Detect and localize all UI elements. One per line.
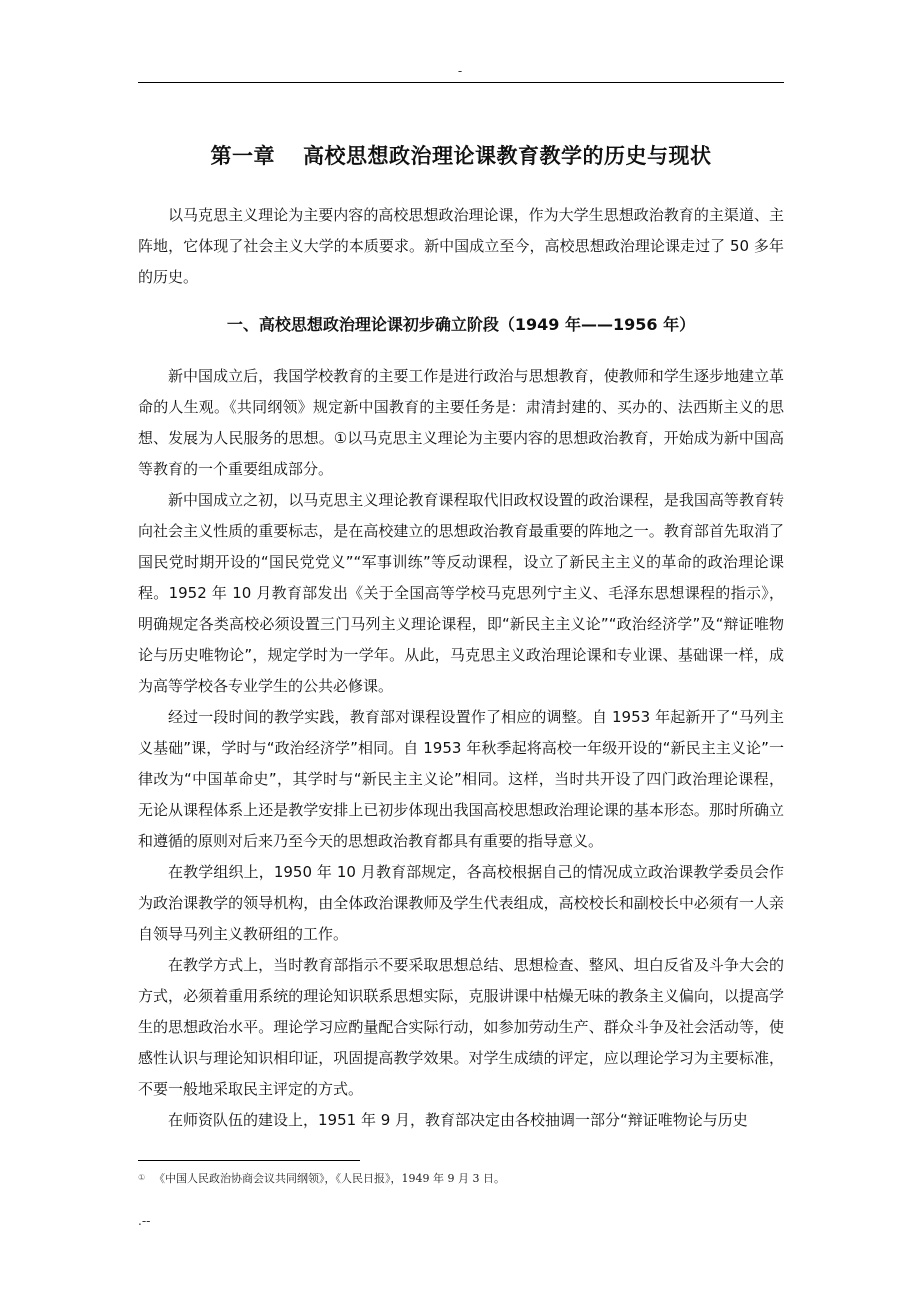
intro-paragraph: 以马克思主义理论为主要内容的高校思想政治理论课，作为大学生思想政治教育的主渠道、主阵地，它体现了社会主义大学的本质要求。新中国成立至今，高校思想政治理论课走过了 50 多年的历史。 [138,206,784,286]
section-title: 一、高校思想政治理论课初步确立阶段（1949 年——1956 年） [226,315,696,334]
header-mark: - [457,64,463,78]
intro-block [138,200,784,293]
footnote [138,1170,784,1186]
chapter-title-text: 高校思想政治理论课教育教学的历史与现状 [303,144,712,168]
footnote-rule [138,1160,360,1161]
paragraph: 新中国成立后，我国学校教育的主要工作是进行政治与思想教育，使教师和学生逐步地建立革命的人生观。《共同纲领》规定新中国教育的主要任务是：肃清封建的、买办的、法西斯主义的思想、发展为人民服务的思想。①以马克思主义理论为主要内容的思想政治教育，开始成为新中国高等教育的一个重要组成部分。 [138,367,784,478]
footer-mark: .-- [138,1214,151,1228]
paragraph: 新中国成立之初，以马克思主义理论教育课程取代旧政权设置的政治课程，是我国高等教育转向社会主义性质的重要标志，是在高校建立的思想政治教育最重要的阵地之一。教育部首先取消了国民党时期开设的“国民党党义”“军事训练”等反动课程，设立了新民主主义的革命的政治理论课程。1952 年 10 月教育部发出《关于全国高等学校马克思列宁主义、毛泽东思想课程的指示》，明确规定各类高校必须设置三门马列主义理论课程，即“新民主主义论”“政治经济学”及“辩证唯物论与历史唯物论”，规定学时为一学年。从此，马克思主义政治理论课和专业课、基础课一样，成为高等学校各专业学生的公共必修课。 [138,491,784,695]
chapter-number: 第一章 [210,144,275,168]
paragraph: 在教学组织上，1950 年 10 月教育部规定，各高校根据自己的情况成立政治课教学委员会作为政治课教学的领导机构，由全体政治课教师及学生代表组成，高校校长和副校长中必须有一人亲自领导马列主义教研组的工作。 [138,863,784,943]
chapter-title [138,140,784,170]
paragraph: 经过一段时间的教学实践，教育部对课程设置作了相应的调整。自 1953 年起新开了“马列主义基础”课，学时与“政治经济学”相同。自 1953 年秋季起将高校一年级开设的“新民主主义论”一律改为“中国革命史”，其学时与“新民主主义论”相同。这样，当时共开设了四门政治理论课程，无论从课程体系上还是教学安排上已初步体现出我国高校思想政治理论课的基本形态。那时所确立和遵循的原则对后来乃至今天的思想政治教育都具有重要的指导意义。 [138,708,784,850]
header-rule [138,82,784,83]
footnote-marker: ① [138,1173,146,1182]
footnote-text: 《中国人民政治协商会议共同纲领》，《人民日报》，1949 年 9 月 3 日。 [154,1172,505,1185]
section-body [138,361,784,1136]
paragraph: 在师资队伍的建设上，1951 年 9 月，教育部决定由各校抽调一部分“辩证唯物论与历史 [168,1111,748,1129]
paragraph: 在教学方式上，当时教育部指示不要采取思想总结、思想检查、整风、坦白反省及斗争大会的方式，必须着重用系统的理论知识联系思想实际，克服讲课中枯燥无味的教条主义偏向，以提高学生的思想政治水平。理论学习应酌量配合实际行动，如参加劳动生产、群众斗争及社会活动等，使感性认识与理论知识相印证，巩固提高教学效果。对学生成绩的评定，应以理论学习为主要标准，不要一般地采取民主评定的方式。 [138,956,784,1098]
